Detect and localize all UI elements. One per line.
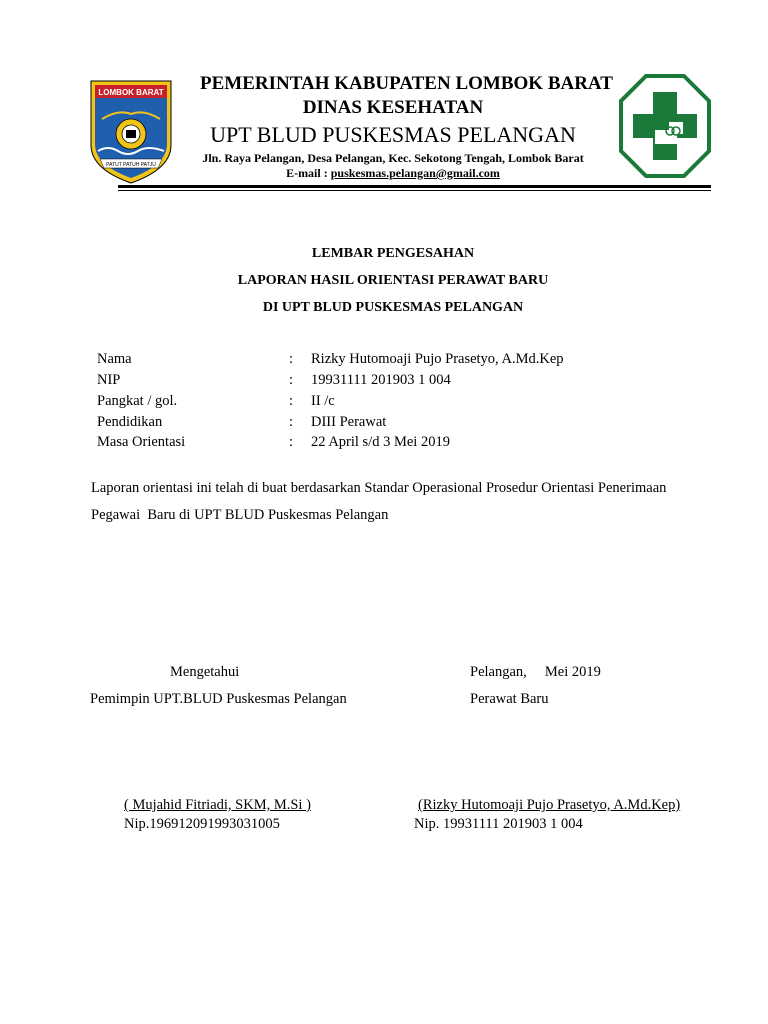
identity-colon: :	[289, 351, 294, 367]
identity-value: Rizky Hutomoaji Pujo Prasetyo, A.Md.Kep	[311, 351, 564, 367]
identity-colon: :	[289, 434, 294, 450]
identity-row-name	[97, 351, 697, 371]
email-label: E-mail :	[286, 166, 331, 180]
leader-role: Pemimpin UPT.BLUD Puskesmas Pelangan	[90, 691, 347, 707]
identity-label: NIP	[97, 372, 121, 388]
identity-label: Nama	[97, 351, 132, 367]
lombok-barat-logo	[88, 79, 174, 185]
statement-line-1: Laporan orientasi ini telah di buat berdasarkan Standar Operasional Prosedur Orientasi Penerimaan	[91, 480, 667, 496]
logo-left-motto: PATUT PATUH PATJU	[106, 162, 156, 168]
place-date: Pelangan, Mei 2019	[470, 664, 601, 680]
acknowledge-label: Mengetahui	[170, 664, 240, 680]
identity-row-education	[97, 414, 697, 434]
header-divider-thick	[118, 185, 711, 188]
identity-colon: :	[289, 414, 294, 430]
identity-label: Masa Orientasi	[97, 434, 186, 450]
header-address: Jln. Raya Pelangan, Desa Pelangan, Kec. Sekotong Tengah, Lombok Barat	[202, 151, 584, 165]
identity-row-rank	[97, 393, 697, 413]
identity-value: 19931111 201903 1 004	[311, 372, 451, 388]
header-government: PEMERINTAH KABUPATEN LOMBOK BARAT	[200, 73, 613, 94]
logo-left-text: LOMBOK BARAT	[98, 88, 164, 97]
identity-colon: :	[289, 393, 294, 409]
leader-nip: Nip.196912091993031005	[124, 816, 280, 832]
identity-row-orientation-period	[97, 434, 697, 454]
document-subtitle: LAPORAN HASIL ORIENTASI PERAWAT BARU	[237, 273, 549, 288]
identity-label: Pangkat / gol.	[97, 393, 178, 409]
nurse-role: Perawat Baru	[470, 691, 549, 707]
identity-value: II /c	[311, 393, 335, 409]
nurse-nip: Nip. 19931111 201903 1 004	[414, 816, 583, 832]
identity-value: 22 April s/d 3 Mei 2019	[311, 434, 450, 450]
identity-row-nip	[97, 372, 697, 392]
identity-label: Pendidikan	[97, 414, 163, 430]
document-subtitle-location: DI UPT BLUD PUSKESMAS PELANGAN	[262, 300, 524, 315]
header-divider-thin	[118, 190, 711, 191]
identity-value: DIII Perawat	[311, 414, 387, 430]
email-link[interactable]: puskesmas.pelangan@gmail.com	[330, 166, 500, 180]
document-title: LEMBAR PENGESAHAN	[311, 246, 475, 261]
nurse-name: (Rizky Hutomoaji Pujo Prasetyo, A.Md.Kep)	[418, 797, 681, 813]
header-institution: UPT BLUD PUSKESMAS PELANGAN	[210, 122, 576, 147]
header-email-line	[200, 166, 586, 181]
statement-line-2: Pegawai Baru di UPT BLUD Puskesmas Pelangan	[91, 507, 389, 523]
header-agency: DINAS KESEHATAN	[302, 97, 484, 118]
leader-name: ( Mujahid Fitriadi, SKM, M.Si )	[124, 797, 311, 813]
puskesmas-logo	[619, 72, 711, 180]
identity-colon: :	[289, 372, 294, 388]
